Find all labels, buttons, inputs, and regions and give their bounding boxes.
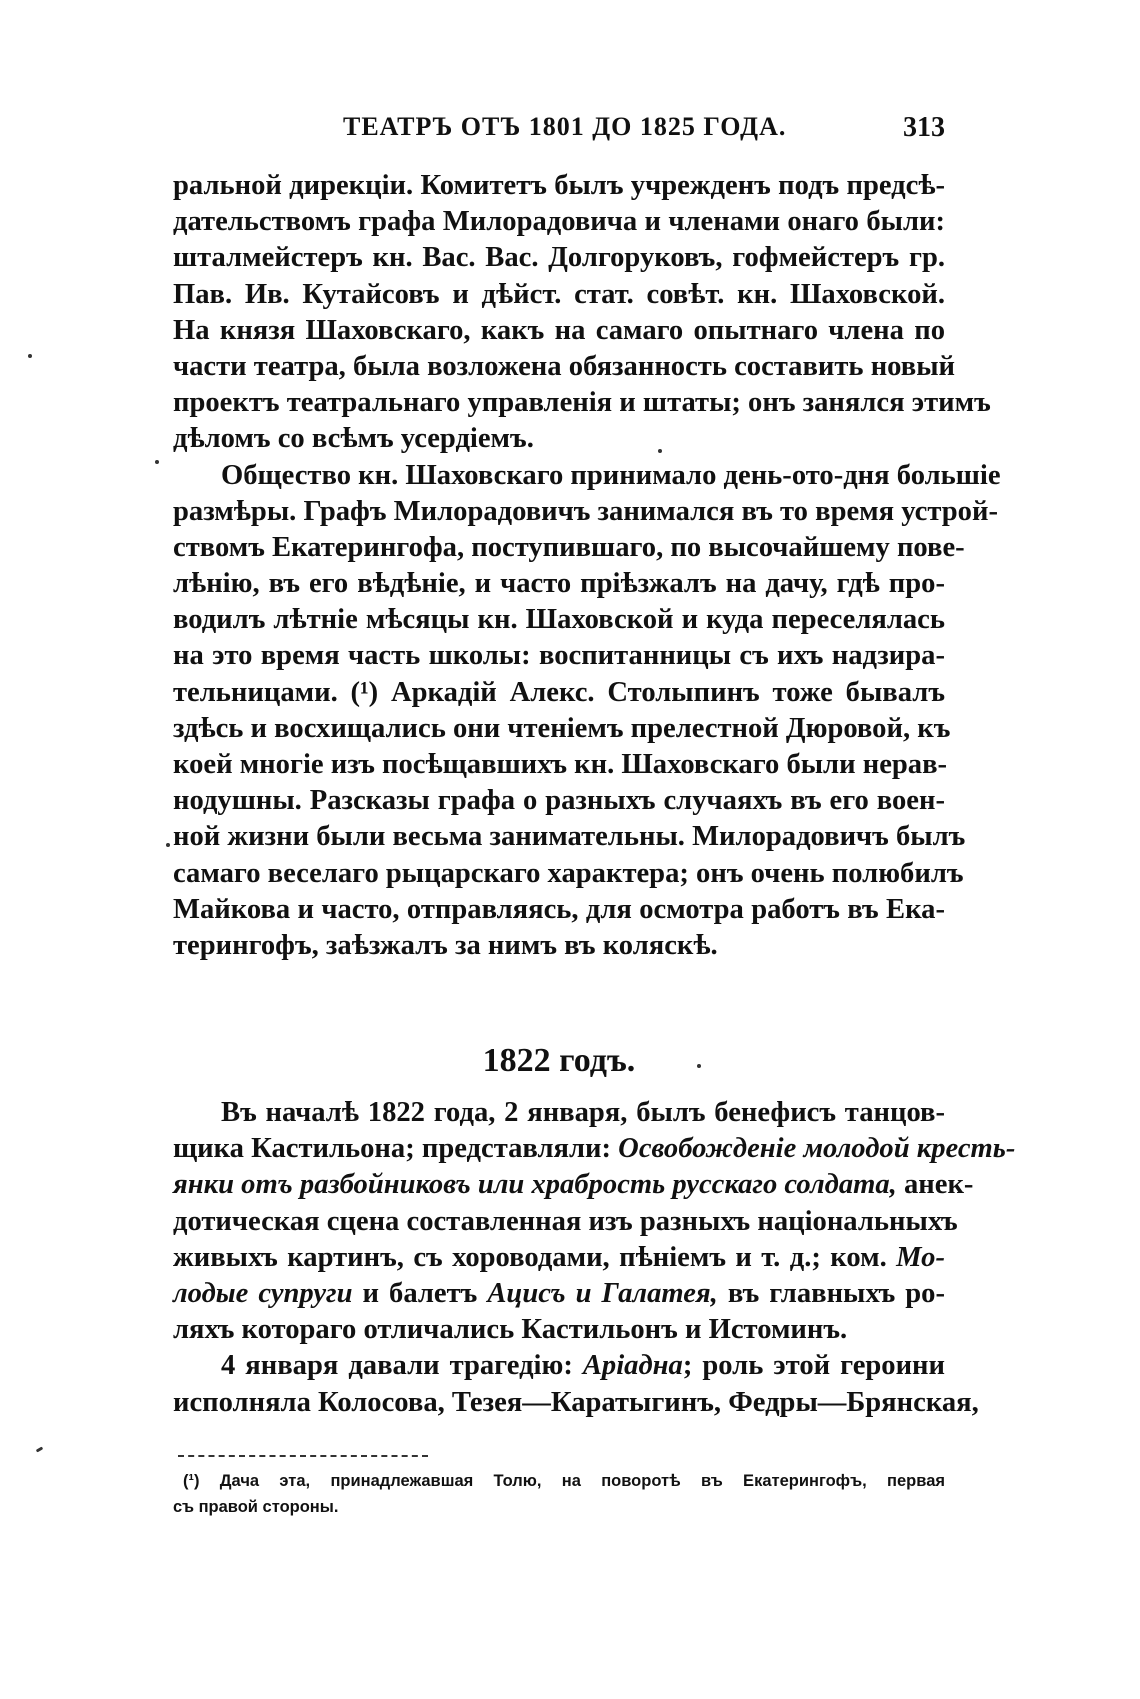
- text-line: Въ началѣ 1822 года, 2 января, былъ бенефисъ танцов-: [221, 1097, 945, 1128]
- text-line: размѣры. Графъ Милорадовичъ занимался въ то время устрой-: [173, 495, 998, 527]
- text-line: ствомъ Екатерингофа, поступившаго, по высочайшему пове-: [173, 531, 965, 563]
- text-line: самаго веселаго рыцарскаго характера; онъ очень полюбилъ: [173, 857, 964, 889]
- text-line: дотическая сцена составленная изъ разныхъ національныхъ: [173, 1205, 958, 1237]
- text-line: ной жизни были весьма занимательны. Милорадовичъ былъ: [173, 821, 966, 853]
- text-line: на это время часть школы: воспитанницы съ ихъ надзира-: [173, 640, 945, 672]
- footnote-line: съ правой стороны.: [173, 1498, 339, 1516]
- scan-speck: [28, 354, 32, 358]
- text-line: [173, 1131, 1016, 1167]
- italic-title: Освобожденіе молодой кресть-: [618, 1133, 1016, 1165]
- scan-speck: [155, 460, 159, 464]
- text-line: Пав. Ив. Кутайсовъ и дѣйст. стат. совѣт. кн. Шаховской.: [173, 278, 945, 310]
- footnote: [173, 1468, 945, 1520]
- text-line: лѣнію, въ его вѣдѣніе, и часто пріѣзжалъ на дачу, гдѣ про-: [173, 568, 945, 600]
- footnote-rule: [178, 1455, 428, 1457]
- text-run: живыхъ картинъ, съ хороводами, пѣніемъ и т. д.; ком.: [173, 1241, 897, 1273]
- running-header: [173, 112, 945, 152]
- scan-speck: [697, 1064, 701, 1068]
- section-heading: 1822 годъ.: [482, 1042, 636, 1079]
- text-line: проектъ театральнаго управленія и штаты; онъ занялся этимъ: [173, 387, 991, 419]
- text-line: [173, 1348, 945, 1384]
- text-line: ральной дирекціи. Комитетъ былъ учрежденъ подъ предсѣ-: [173, 170, 945, 201]
- text-run: 4 января давали трагедію:: [221, 1350, 583, 1382]
- text-line: дѣломъ со всѣмъ усердіемъ.: [173, 423, 534, 455]
- text-line: [173, 1276, 945, 1312]
- italic-title: Ацисъ и Галатея,: [487, 1277, 718, 1309]
- text-run: и балетъ: [352, 1277, 488, 1309]
- text-line: [173, 1167, 974, 1203]
- text-run: анек-: [896, 1169, 974, 1201]
- italic-title: янки отъ разбойниковъ или храбрость русскаго солдата,: [173, 1169, 897, 1201]
- text-line: водилъ лѣтніе мѣсяцы кн. Шаховской и куда переселялась: [173, 604, 945, 636]
- body-text-upper: [173, 168, 1001, 964]
- text-line: Майкова и часто, отправляясь, для осмотра работъ въ Ека-: [173, 893, 945, 925]
- footnote-line: (¹) Дача эта, принадлежавшая Толю, на поворотѣ въ Екатерингофъ, первая: [183, 1472, 945, 1490]
- text-line: дательствомъ графа Милорадовича и членами онаго были:: [173, 206, 945, 238]
- text-line: На князя Шаховскаго, какъ на самаго опытнаго члена по: [173, 314, 945, 346]
- text-line: коей многіе изъ посѣщавшихъ кн. Шаховскаго были нерав-: [173, 749, 948, 780]
- text-run: щика Кастильона; представляли:: [173, 1133, 619, 1165]
- scan-speck: [166, 843, 170, 847]
- text-line: [173, 1240, 945, 1276]
- text-line: шталмейстеръ кн. Вас. Вас. Долгоруковъ, гофмейстеръ гр.: [173, 242, 945, 274]
- text-line: нодушны. Разсказы графа о разныхъ случаяхъ въ его воен-: [173, 785, 945, 817]
- text-line: тельницами. (¹) Аркадій Алекс. Столыпинъ тоже бывалъ: [173, 676, 945, 708]
- page-number: 313: [903, 112, 945, 143]
- text-line: части театра, была возложена обязанность составить новый: [173, 350, 955, 382]
- running-title: ТЕАТРЪ ОТЪ 1801 ДО 1825 ГОДА.: [343, 112, 787, 141]
- text-line: Общество кн. Шаховскаго принимало день-ото-дня большіе: [221, 459, 1001, 491]
- italic-title: Мо-: [896, 1241, 945, 1273]
- scan-speck: [658, 449, 662, 453]
- text-line: терингофъ, заѣзжалъ за нимъ въ коляскѣ.: [173, 929, 718, 961]
- text-line: ляхъ котораго отличались Кастильонъ и Истоминъ.: [173, 1314, 848, 1346]
- text-run: ; роль этой героини: [682, 1350, 946, 1382]
- text-line: здѣсь и восхищались они чтеніемъ прелестной Дюровой, къ: [173, 712, 951, 744]
- italic-title: лодые супруги: [173, 1277, 353, 1309]
- text-run: въ главныхъ ро-: [717, 1277, 945, 1309]
- italic-title: Аріадна: [582, 1350, 683, 1382]
- body-text-lower: [173, 1095, 1016, 1421]
- scan-speck: [36, 1446, 44, 1452]
- text-line: исполняла Колосова, Тезея—Каратыгинъ, Федры—Брянская,: [173, 1386, 979, 1418]
